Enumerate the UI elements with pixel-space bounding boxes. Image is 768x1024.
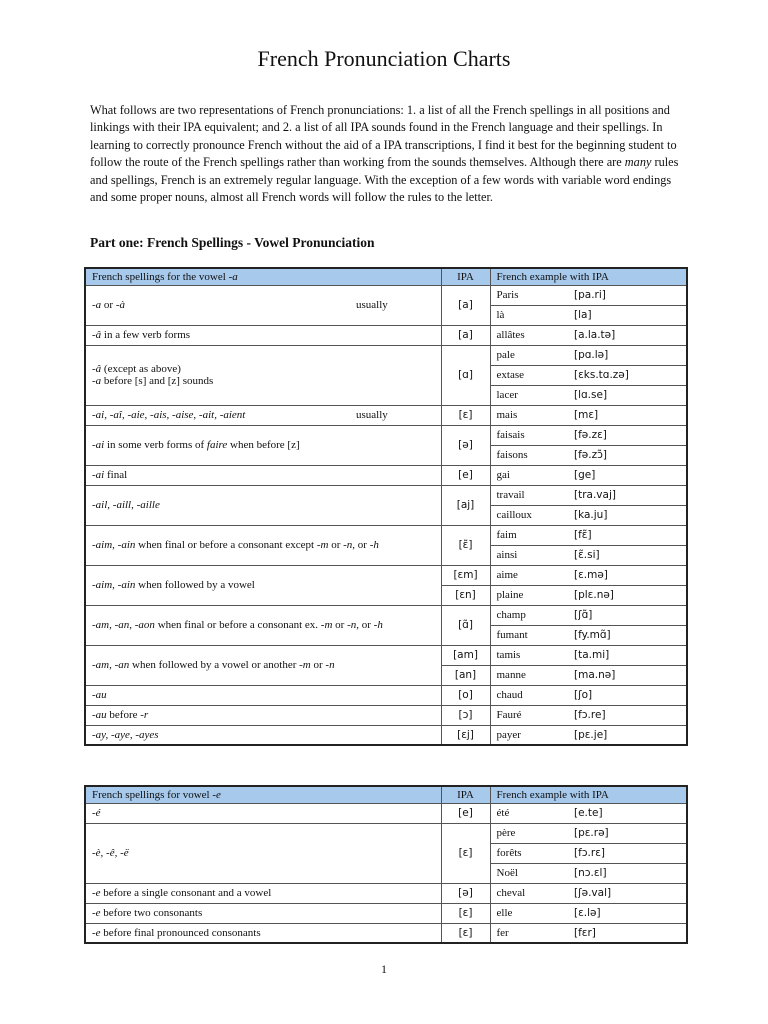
ipa-cell: [ɛ] xyxy=(441,823,490,883)
ipa-cell: [ɔ] xyxy=(441,705,490,725)
spelling-cell: -ai, -aî, -aie, -ais, -aise, -ait, -aient usually xyxy=(85,405,441,425)
example-word: aime xyxy=(490,565,568,585)
ipa-cell: [am] xyxy=(441,645,490,665)
vowel-e-table xyxy=(84,785,688,944)
section-heading: Part one: French Spellings - Vowel Pronunciation xyxy=(90,235,375,250)
example-word: fer xyxy=(490,923,568,943)
example-word: lacer xyxy=(490,385,568,405)
example-ipa: [a.la.tə] xyxy=(568,325,687,345)
table-row xyxy=(85,803,687,823)
example-word: Paris xyxy=(490,285,568,305)
example-word: tamis xyxy=(490,645,568,665)
example-ipa: [fɛr] xyxy=(568,923,687,943)
table-row xyxy=(85,685,687,705)
ipa-cell: [a] xyxy=(441,325,490,345)
table-row xyxy=(85,565,687,585)
table-row xyxy=(85,525,687,545)
example-word: été xyxy=(490,803,568,823)
example-ipa: [pɛ.je] xyxy=(568,725,687,745)
table-row xyxy=(85,883,687,903)
vowel-a-table xyxy=(84,267,688,746)
example-ipa: [e.te] xyxy=(568,803,687,823)
spelling-cell: -aim, -ain when followed by a vowel xyxy=(85,565,441,605)
example-ipa: [ge] xyxy=(568,465,687,485)
page-number: 1 xyxy=(381,962,387,976)
example-ipa: [ɛ.lə] xyxy=(568,903,687,923)
example-ipa: [tra.vaj] xyxy=(568,485,687,505)
spelling-cell: -aim, -ain when final or before a consonant except -m or -n, or -h xyxy=(85,525,441,565)
example-ipa: [nɔ.ɛl] xyxy=(568,863,687,883)
example-word: allâtes xyxy=(490,325,568,345)
example-word: payer xyxy=(490,725,568,745)
header-ipa: IPA xyxy=(441,268,490,285)
example-word: Noël xyxy=(490,863,568,883)
spelling-cell: -é xyxy=(85,803,441,823)
ipa-cell: [ɛ] xyxy=(441,405,490,425)
spelling-cell: -â (except as above) -a before [s] and [z] sounds xyxy=(85,345,441,405)
spelling-cell: -ai in some verb forms of faire when before [z] xyxy=(85,425,441,465)
spelling-cell: -au before -r xyxy=(85,705,441,725)
ipa-cell: [ɛn] xyxy=(441,585,490,605)
ipa-cell: [ə] xyxy=(441,883,490,903)
example-ipa: [plɛ.nə] xyxy=(568,585,687,605)
example-ipa: [fə.zɛ] xyxy=(568,425,687,445)
spelling-cell: -e before a single consonant and a vowel xyxy=(85,883,441,903)
spelling-cell: -a or -à usually xyxy=(85,285,441,325)
spelling-cell: -ai final xyxy=(85,465,441,485)
table-header-row xyxy=(85,786,687,803)
table-row xyxy=(85,823,687,843)
example-word: fumant xyxy=(490,625,568,645)
spelling-cell: -â in a few verb forms xyxy=(85,325,441,345)
table-header-row xyxy=(85,268,687,285)
table-row xyxy=(85,903,687,923)
example-ipa: [la] xyxy=(568,305,687,325)
example-ipa: [ʃo] xyxy=(568,685,687,705)
header-spelling: French spellings for vowel -e xyxy=(85,786,441,803)
example-word: ainsi xyxy=(490,545,568,565)
ipa-cell: [ɛm] xyxy=(441,565,490,585)
example-word: champ xyxy=(490,605,568,625)
header-ipa: IPA xyxy=(441,786,490,803)
spelling-cell: -ay, -aye, -ayes xyxy=(85,725,441,745)
example-ipa: [ɛ̃.si] xyxy=(568,545,687,565)
example-ipa: [ma.nə] xyxy=(568,665,687,685)
ipa-cell: [o] xyxy=(441,685,490,705)
example-word: faisons xyxy=(490,445,568,465)
ipa-cell: [ɑ̃] xyxy=(441,605,490,645)
example-word: Fauré xyxy=(490,705,568,725)
table-row xyxy=(85,645,687,665)
table-row xyxy=(85,285,687,305)
table-row xyxy=(85,325,687,345)
page-title: French Pronunciation Charts xyxy=(257,46,511,71)
usually-note: usually xyxy=(356,409,388,421)
example-ipa: [ta.mi] xyxy=(568,645,687,665)
example-ipa: [fɔ.re] xyxy=(568,705,687,725)
ipa-cell: [ɛ] xyxy=(441,903,490,923)
table-row xyxy=(85,465,687,485)
table-row xyxy=(85,485,687,505)
example-word: faim xyxy=(490,525,568,545)
intro-paragraph: What follows are two representations of French pronunciations: 1. a list of all the French spellings in all positions and linkings with their IPA equivalent; and 2. a list of all IPA sounds found in the French language and their spellings. In learning to correctly pronounce French without the aid of a IPA transcriptions, I find it best for the beginning student to follow the route of the French spellings rather than working from the sounds themselves. Although there are many rules and spellings, French is an extremely regular language. With the exception of a few words with variable word endings and some proper nouns, almost all French words will follow the rules to the letter. xyxy=(90,103,679,205)
example-word: mais xyxy=(490,405,568,425)
example-word: père xyxy=(490,823,568,843)
example-word: faisais xyxy=(490,425,568,445)
spelling-cell: -am, -an when followed by a vowel or another -m or -n xyxy=(85,645,441,685)
ipa-cell: [an] xyxy=(441,665,490,685)
ipa-cell: [e] xyxy=(441,465,490,485)
example-word: extase xyxy=(490,365,568,385)
example-ipa: [mɛ] xyxy=(568,405,687,425)
table-row xyxy=(85,725,687,745)
example-ipa: [lɑ.se] xyxy=(568,385,687,405)
ipa-cell: [ɛ] xyxy=(441,923,490,943)
header-example: French example with IPA xyxy=(490,268,687,285)
usually-note: usually xyxy=(356,299,388,311)
example-ipa: [pɑ.lə] xyxy=(568,345,687,365)
ipa-cell: [a] xyxy=(441,285,490,325)
example-ipa: [fɔ.rɛ] xyxy=(568,843,687,863)
example-word: pale xyxy=(490,345,568,365)
table-row xyxy=(85,705,687,725)
example-ipa: [ɛks.tɑ.zə] xyxy=(568,365,687,385)
example-word: cheval xyxy=(490,883,568,903)
example-word: gai xyxy=(490,465,568,485)
table-row xyxy=(85,923,687,943)
table-row xyxy=(85,425,687,445)
example-ipa: [ɛ.mə] xyxy=(568,565,687,585)
table-row xyxy=(85,345,687,365)
example-ipa: [ʃə.val] xyxy=(568,883,687,903)
example-word: là xyxy=(490,305,568,325)
example-ipa: [ka.ju] xyxy=(568,505,687,525)
spelling-cell: -ail, -aill, -aille xyxy=(85,485,441,525)
example-word: elle xyxy=(490,903,568,923)
ipa-cell: [ɛ̃] xyxy=(441,525,490,565)
example-word: forêts xyxy=(490,843,568,863)
ipa-cell: [ɑ] xyxy=(441,345,490,405)
example-ipa: [fə.zɔ̃] xyxy=(568,445,687,465)
example-ipa: [pɛ.rə] xyxy=(568,823,687,843)
example-ipa: [fɛ̃] xyxy=(568,525,687,545)
header-example: French example with IPA xyxy=(490,786,687,803)
spelling-cell: -e before final pronounced consonants xyxy=(85,923,441,943)
example-ipa: [fy.mɑ̃] xyxy=(568,625,687,645)
spelling-cell: -au xyxy=(85,685,441,705)
example-word: cailloux xyxy=(490,505,568,525)
example-word: chaud xyxy=(490,685,568,705)
example-ipa: [ʃɑ̃] xyxy=(568,605,687,625)
header-spelling: French spellings for the vowel -a xyxy=(85,268,441,285)
example-ipa: [pa.ri] xyxy=(568,285,687,305)
ipa-cell: [e] xyxy=(441,803,490,823)
spelling-cell: -e before two consonants xyxy=(85,903,441,923)
ipa-cell: [ɛj] xyxy=(441,725,490,745)
table-row xyxy=(85,405,687,425)
spelling-cell: -è, -ê, -ë xyxy=(85,823,441,883)
table-row xyxy=(85,605,687,625)
ipa-cell: [aj] xyxy=(441,485,490,525)
ipa-cell: [ə] xyxy=(441,425,490,465)
example-word: plaine xyxy=(490,585,568,605)
example-word: travail xyxy=(490,485,568,505)
example-word: manne xyxy=(490,665,568,685)
spelling-cell: -am, -an, -aon when final or before a consonant ex. -m or -n, or -h xyxy=(85,605,441,645)
